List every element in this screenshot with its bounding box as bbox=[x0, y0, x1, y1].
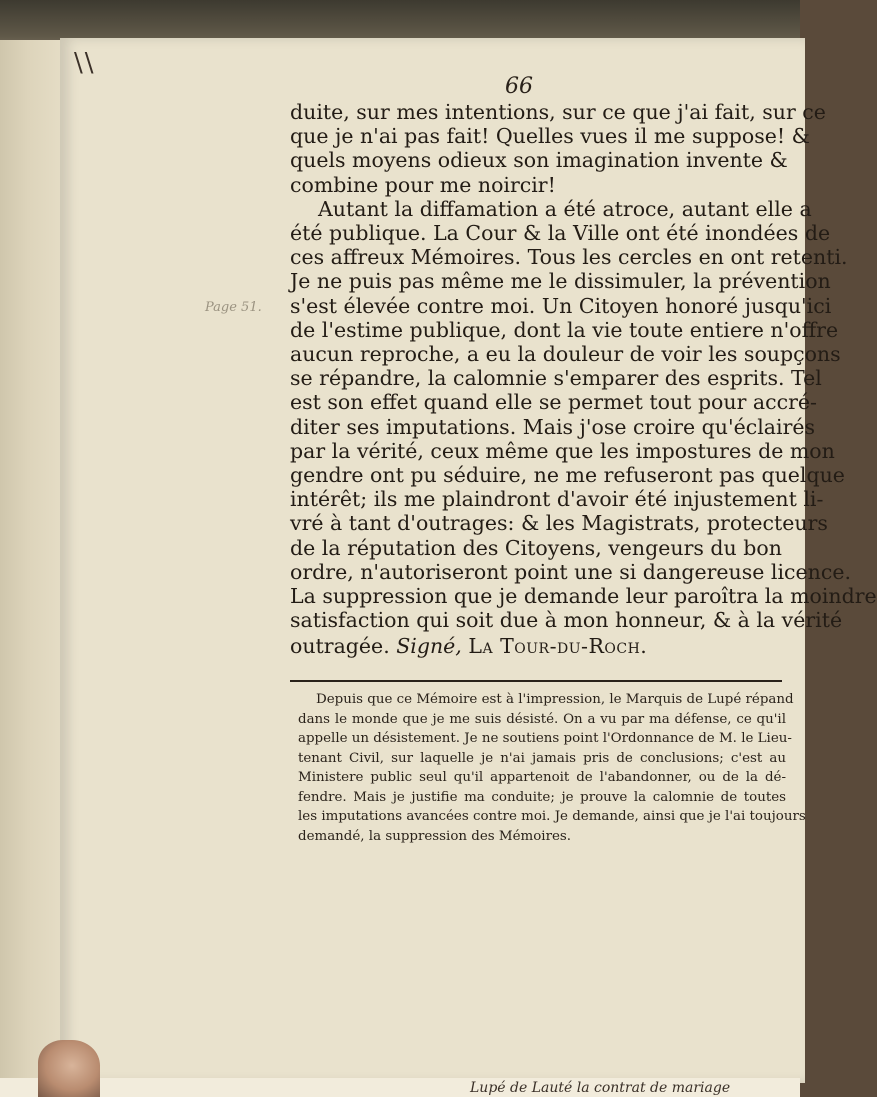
body-text bbox=[290, 100, 877, 633]
signature-prefix: outragée. bbox=[290, 634, 390, 658]
footnote bbox=[298, 690, 806, 846]
note-line: tenant Civil, sur laquelle je n'ai jamais pris de conclusions; c'est au bbox=[298, 750, 786, 766]
body-line: de l'estime publique, dont la vie toute entiere n'offre bbox=[290, 317, 839, 342]
body-line: Autant la diffamation a été atroce, autant elle a bbox=[318, 196, 812, 221]
body-line: est son effet quand elle se permet tout pour accré- bbox=[290, 390, 817, 415]
signature-signed: Signé, bbox=[396, 634, 462, 658]
note-line: Ministere public seul qu'il appartenoit de l'abandonner, ou de la dé- bbox=[298, 770, 786, 785]
signature-line bbox=[290, 634, 762, 658]
signature-name: La Tour-du-Roch. bbox=[468, 634, 648, 658]
thumb-image bbox=[38, 1040, 100, 1097]
body-line: gendre ont pu séduire, ne me refuseront pas quelque bbox=[290, 463, 845, 488]
body-line: s'est élevée contre moi. Un Citoyen honoré jusqu'ici bbox=[290, 293, 832, 318]
margin-note: Page 51. bbox=[205, 300, 262, 315]
body-line: La suppression que je demande leur paroîtra la moindre bbox=[290, 584, 877, 609]
body-line: diter ses imputations. Mais j'ose croire qu'éclairés bbox=[290, 414, 816, 439]
body-line: quels moyens odieux son imagination invente & bbox=[290, 148, 788, 173]
body-line: vré à tant d'outrages: & les Magistrats, protecteurs bbox=[290, 511, 828, 536]
note-line: dans le monde que je me suis désisté. On a vu par ma défense, ce qu'il bbox=[298, 711, 786, 727]
margin-mark: \\ bbox=[74, 48, 96, 78]
page-number: 66 bbox=[505, 74, 533, 99]
note-line: demandé, la suppression des Mémoires. bbox=[298, 828, 572, 844]
handwritten-note: Lupé de Lauté la contrat de mariage bbox=[470, 1080, 731, 1096]
body-line: ordre, n'autoriseront point une si dangereuse licence. bbox=[290, 559, 851, 584]
note-line: les imputations avancées contre moi. Je demande, ainsi que je l'ai toujours bbox=[298, 809, 806, 824]
body-line: de la réputation des Citoyens, vengeurs du bon bbox=[290, 535, 782, 560]
footnote-divider bbox=[290, 680, 782, 682]
body-line: que je n'ai pas fait! Quelles vues il me suppose! & bbox=[290, 124, 810, 149]
note-line: Depuis que ce Mémoire est à l'impression, le Marquis de Lupé répand bbox=[316, 692, 794, 707]
body-line: Je ne puis pas même me le dissimuler, la prévention bbox=[290, 269, 831, 294]
note-line: fendre. Mais je justifie ma conduite; je prouve la calomnie de toutes bbox=[298, 789, 786, 805]
body-line: se répandre, la calomnie s'emparer des esprits. Tel bbox=[290, 366, 822, 391]
body-line: intérêt; ils me plaindront d'avoir été injustement li- bbox=[290, 487, 824, 512]
body-line: duite, sur mes intentions, sur ce que j'ai fait, sur ce bbox=[290, 100, 826, 124]
body-line: aucun reproche, a eu la douleur de voir les soupçons bbox=[290, 342, 841, 367]
note-line: appelle un désistement. Je ne soutiens point l'Ordonnance de M. le Lieu- bbox=[298, 731, 792, 746]
body-line: par la vérité, ceux même que les impostures de mon bbox=[290, 438, 835, 463]
body-line: combine pour me noircir! bbox=[290, 172, 556, 197]
body-line: satisfaction qui soit due à mon honneur, & à la vérité bbox=[290, 608, 843, 633]
body-line: été publique. La Cour & la Ville ont été inondées de bbox=[290, 221, 831, 246]
body-line: ces affreux Mémoires. Tous les cercles en ont retenti. bbox=[290, 245, 848, 270]
